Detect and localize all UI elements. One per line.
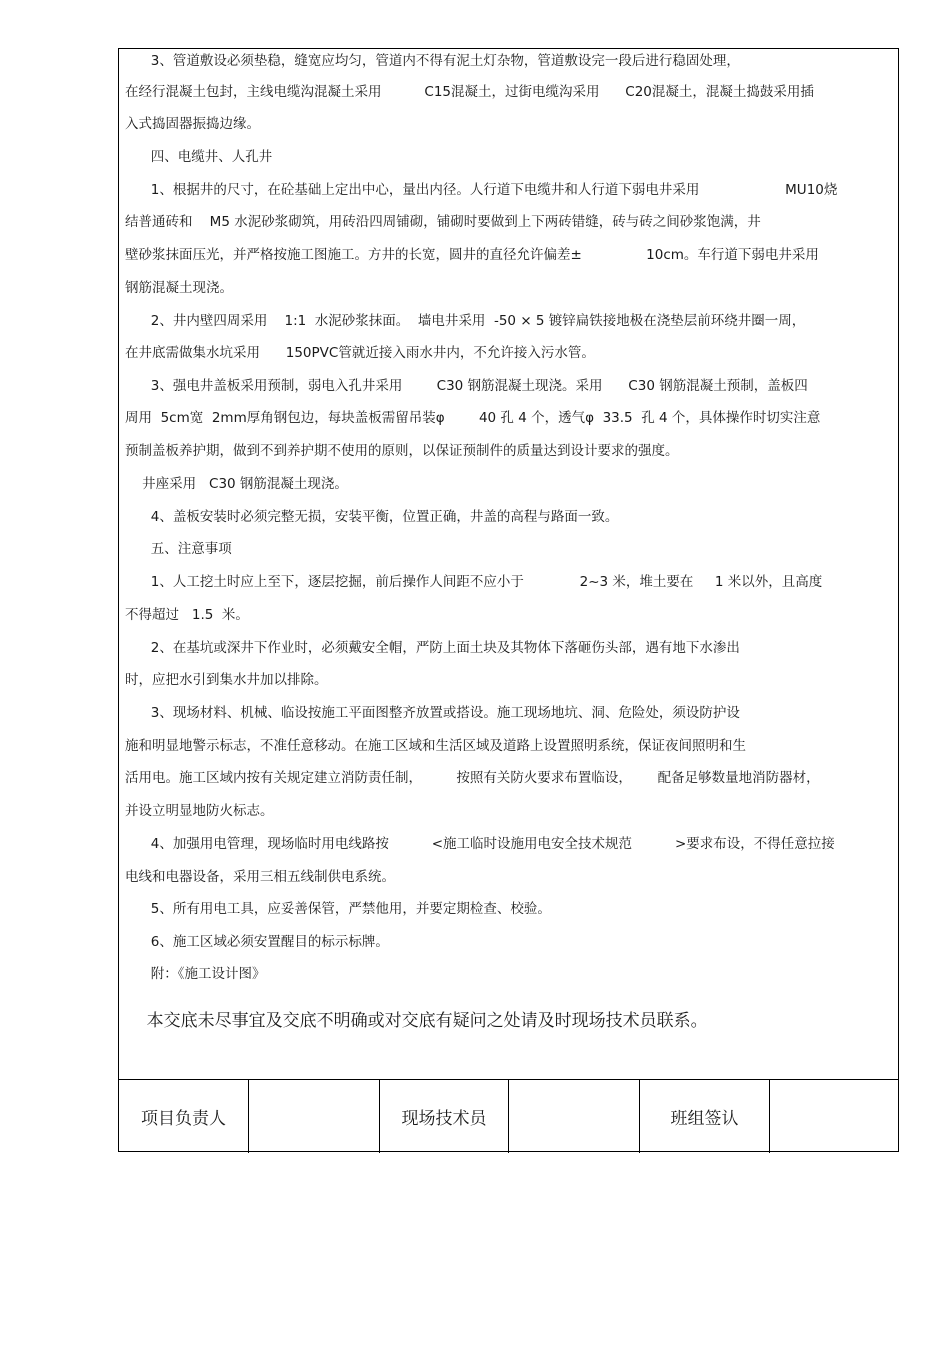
body-line: 结普通砖和 M5 水泥砂浆砌筑，用砖沿四周铺砌，铺砌时要做到上下两砖错缝，砖与砖之间砂浆饱满，井 bbox=[125, 214, 761, 230]
body-line: 在井底需做集水坑采用 150PVC管就近接入雨水井内，不允许接入污水管。 bbox=[125, 345, 595, 361]
body-line: 3、现场材料、机械、临设按施工平面图整齐放置或搭设。施工现场地坑、洞、危险处，须设防护设 bbox=[125, 705, 740, 721]
body-line: 1、根据井的尺寸，在砼基础上定出中心，量出内径。人行道下电缆井和人行道下弱电井采用 MU10烧 bbox=[125, 182, 838, 198]
body-line: 施和明显地警示标志，不准任意移动。在施工区域和生活区域及道路上设置照明系统，保证夜间照明和生 bbox=[125, 738, 746, 754]
body-line: 5、所有用电工具，应妥善保管，严禁他用，并要定期检查、校验。 bbox=[125, 901, 551, 917]
document-frame bbox=[118, 48, 899, 1152]
body-line: 并设立明显地防火标志。 bbox=[125, 803, 274, 819]
body-line: 在经行混凝土包封，主线电缆沟混凝土采用 C15混凝土，过街电缆沟采用 C20混凝土，混凝土捣鼓采用插 bbox=[125, 84, 814, 100]
signature-row bbox=[119, 1079, 898, 1153]
body-line: 入式捣固器振捣边缘。 bbox=[125, 116, 260, 132]
body-line: 预制盖板养护期，做到不到养护期不使用的原则，以保证预制件的质量达到设计要求的强度。 bbox=[125, 443, 679, 459]
body-line: 4、加强用电管理，现场临时用电线路按 <施工临时设施用电安全技术规范 >要求布设，不得任意拉接 bbox=[125, 836, 835, 852]
closing-note: 本交底未尽事宜及交底不明确或对交底有疑问之处请及时现场技术员联系。 bbox=[125, 1011, 708, 1031]
body-line: 4、盖板安装时必须完整无损，安装平衡，位置正确，井盖的高程与路面一致。 bbox=[125, 509, 619, 525]
section-heading: 五、注意事项 bbox=[125, 541, 232, 557]
body-line: 活用电。施工区域内按有关规定建立消防责任制， 按照有关防火要求布置临设， 配备足够数量地消防器材， bbox=[125, 770, 820, 786]
body-line: 6、施工区域必须安置醒目的标示标牌。 bbox=[125, 934, 389, 950]
body-line: 井座采用 C30 钢筋混凝土现浇。 bbox=[125, 476, 348, 492]
attachment-line: 附：《施工设计图》 bbox=[125, 966, 266, 982]
site-tech-label: 现场技术员 bbox=[380, 1080, 509, 1153]
project-lead-signature-field[interactable] bbox=[249, 1080, 380, 1153]
project-lead-label: 项目负责人 bbox=[119, 1080, 249, 1153]
site-tech-signature-field[interactable] bbox=[509, 1080, 640, 1153]
body-line: 2、在基坑或深井下作业时，必须戴安全帽，严防上面土块及其物体下落砸伤头部，遇有地下水渗出 bbox=[125, 640, 740, 656]
body-line: 3、强电井盖板采用预制，弱电入孔井采用 C30 钢筋混凝土现浇。采用 C30 钢筋混凝土预制，盖板四 bbox=[125, 378, 808, 394]
body-line: 时，应把水引到集水井加以排除。 bbox=[125, 672, 328, 688]
section-heading: 四、电缆井、人孔井 bbox=[125, 149, 273, 165]
team-signature-field[interactable] bbox=[770, 1080, 898, 1153]
document-body bbox=[119, 49, 898, 1079]
body-line: 2、井内壁四周采用 1:1 水泥砂浆抹面。 墙电井采用 -50 × 5 镀锌扁铁接地极在浇垫层前环绕井圈一周， bbox=[125, 313, 806, 329]
body-line: 不得超过 1.5 米。 bbox=[125, 607, 249, 623]
body-line: 电线和电器设备，采用三相五线制供电系统。 bbox=[125, 869, 395, 885]
body-line: 1、人工挖土时应上至下，逐层挖掘，前后操作人间距不应小于 2~3 米，堆土要在 1 米以外，且高度 bbox=[125, 574, 823, 590]
team-sign-label: 班组签认 bbox=[640, 1080, 770, 1153]
body-line: 3、管道敷设必须垫稳，缝宽应均匀，管道内不得有泥土灯杂物，管道敷设完一段后进行稳固处理， bbox=[125, 53, 740, 69]
body-line: 钢筋混凝土现浇。 bbox=[125, 280, 233, 296]
body-line: 壁砂浆抹面压光，并严格按施工图施工。方井的长宽，圆井的直径允许偏差± 10cm。车行道下弱电井采用 bbox=[125, 247, 819, 263]
body-line: 周用 5cm宽 2mm厚角钢包边，每块盖板需留吊装φ 40 孔 4 个，透气φ 33.5 孔 4 个，具体操作时切实注意 bbox=[125, 410, 821, 426]
